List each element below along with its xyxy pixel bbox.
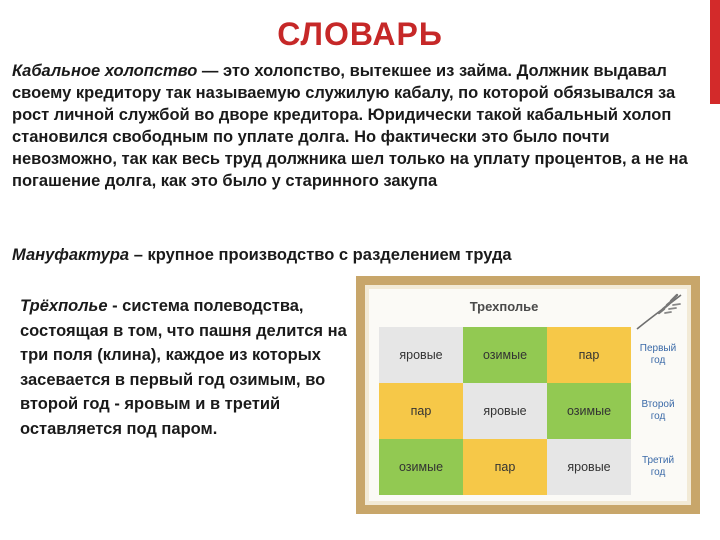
illustration-title: Трехполье xyxy=(469,299,539,314)
year-label: Второй год xyxy=(641,399,675,422)
grid-cell-par: пар xyxy=(379,383,463,439)
year-label: Первый год xyxy=(639,343,677,366)
grid-cell-ozimye: озимые xyxy=(463,327,547,383)
crop-rotation-grid xyxy=(379,327,631,495)
grid-cell-par: пар xyxy=(463,439,547,495)
year-labels xyxy=(633,327,683,495)
three-field-illustration xyxy=(356,276,700,514)
definition-text: - система полеводства, состоящая в том, что пашня делится на три поля (клина), каждое из которых засевается в первый год озимым, во второй год - яровым и в третий оставляется под паром. xyxy=(20,297,347,438)
year-label: Третий год xyxy=(641,455,675,478)
grid-cell-ozimye: озимые xyxy=(379,439,463,495)
grid-cell-yarovye: яровые xyxy=(379,327,463,383)
grid-cell-ozimye: озимые xyxy=(547,383,631,439)
definition-trehpolie xyxy=(20,294,360,442)
definition-term: Трёхполье xyxy=(20,297,108,315)
illustration-panel xyxy=(369,289,687,501)
definition-text: – крупное производство с разделением труда xyxy=(129,246,512,264)
page-title: СЛОВАРЬ xyxy=(277,16,443,52)
grid-cell-yarovye: яровые xyxy=(463,383,547,439)
definition-term: Кабальное холопство xyxy=(12,62,198,80)
definition-kabalnoe-holopstvo xyxy=(12,60,692,192)
definition-manufaktura xyxy=(12,244,692,266)
wheat-icon xyxy=(631,291,687,331)
definition-text: — это холопство, вытекшее из займа. Должник выдавал своему кредитору так называемую служилую кабалу, по которой обязывался за рост личной службой во дворе кредитора. Юридически такой кабальный холоп становился свободным по уплате долга. Но фактически это было почти невозможно, так как весь труд должника шел только на уплату процентов, а не на погашение долга, как это было у старинного закупа xyxy=(12,62,688,190)
grid-cell-yarovye: яровые xyxy=(547,439,631,495)
grid-cell-par: пар xyxy=(547,327,631,383)
definition-term: Мануфактура xyxy=(12,246,130,264)
